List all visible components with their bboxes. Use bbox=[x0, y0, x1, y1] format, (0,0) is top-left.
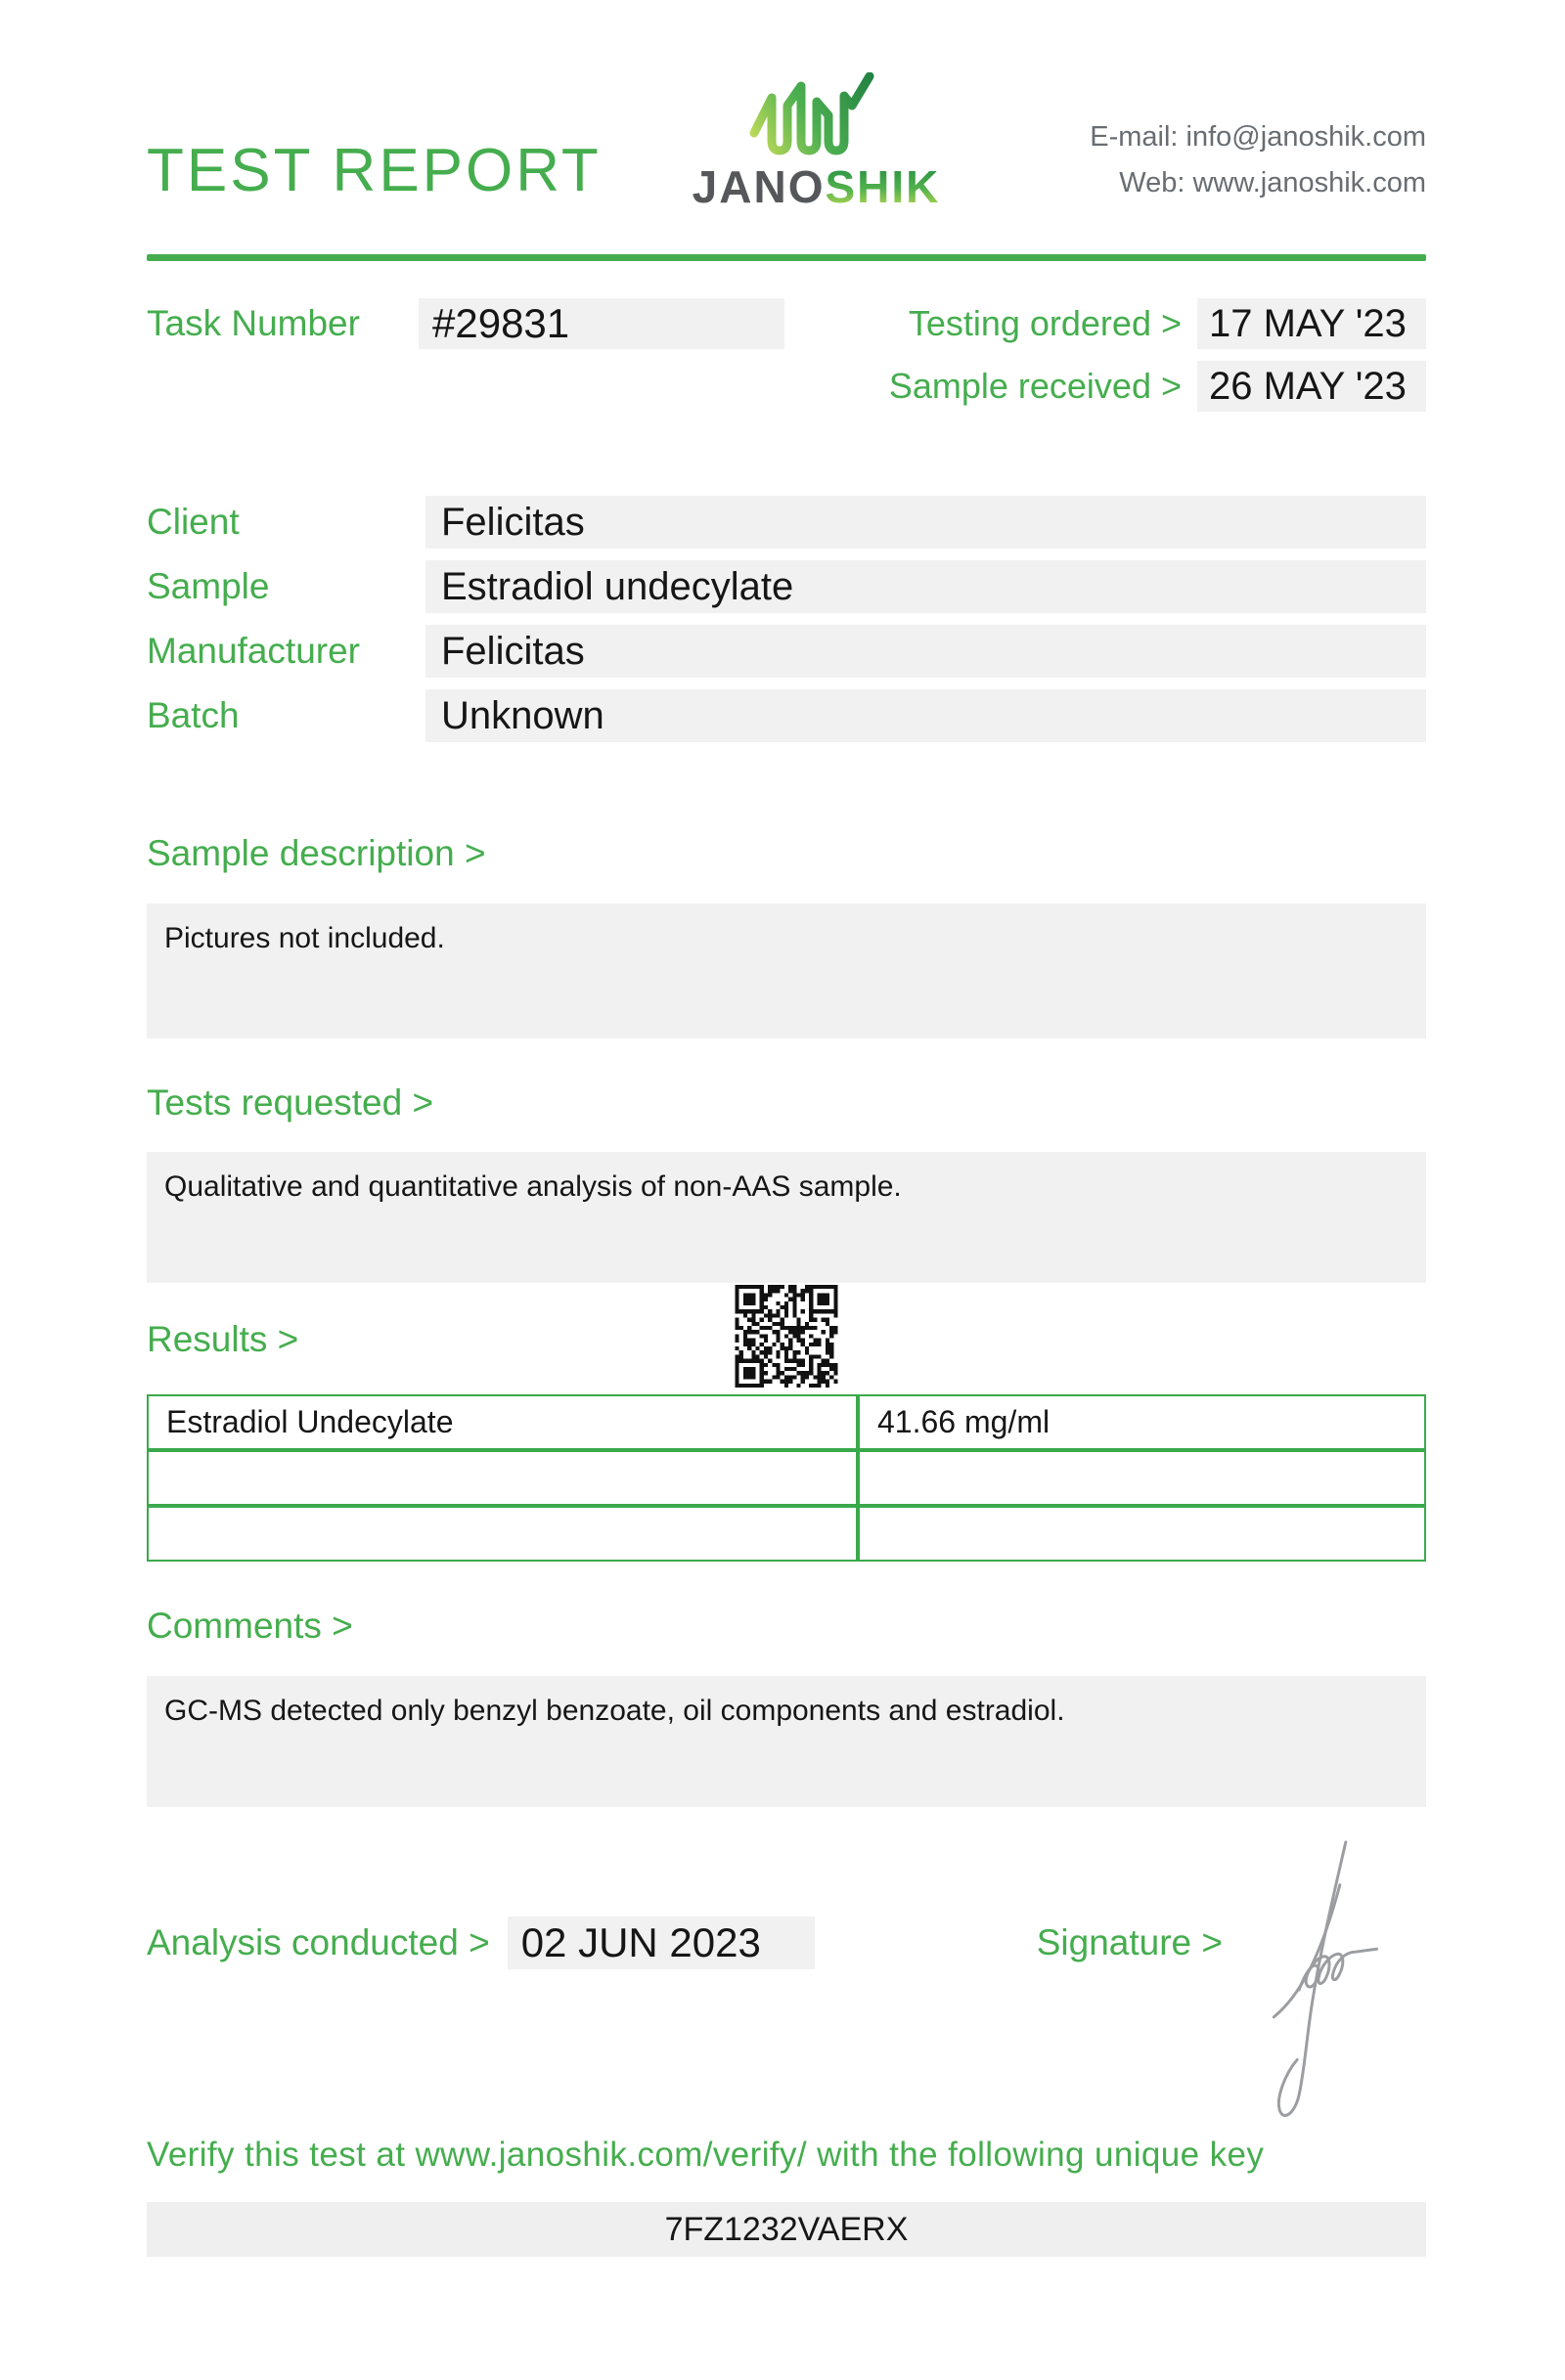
header-divider bbox=[147, 254, 1426, 261]
contact-email: E-mail: info@janoshik.com bbox=[1090, 121, 1426, 154]
task-number-value: #29831 bbox=[419, 298, 784, 349]
result-concentration bbox=[858, 1450, 1426, 1506]
info-row-sample bbox=[147, 560, 1426, 613]
manufacturer-value: Felicitas bbox=[425, 625, 1426, 678]
verify-key: 7FZ1232VAERX bbox=[147, 2202, 1426, 2257]
results-row bbox=[147, 1506, 1426, 1562]
result-concentration: 41.66 mg/ml bbox=[858, 1394, 1426, 1450]
result-substance: Estradiol Undecylate bbox=[147, 1394, 858, 1450]
tests-requested-text: Qualitative and quantitative analysis of non-AAS sample. bbox=[164, 1170, 902, 1204]
client-label: Client bbox=[147, 502, 240, 542]
result-concentration bbox=[858, 1506, 1426, 1562]
contact-web: Web: www.janoshik.com bbox=[1119, 166, 1426, 198]
sample-description-box bbox=[147, 904, 1426, 1038]
signature-scribble bbox=[1252, 1834, 1387, 2126]
janoshik-logo bbox=[692, 72, 941, 212]
analysis-date-value: 02 JUN 2023 bbox=[508, 1917, 815, 1969]
sample-received-row bbox=[889, 361, 1426, 412]
info-section bbox=[147, 496, 1426, 742]
qr-code bbox=[736, 1285, 838, 1388]
sample-received-value: 26 MAY '23 bbox=[1197, 361, 1426, 412]
client-value: Felicitas bbox=[425, 496, 1426, 549]
task-number-group bbox=[147, 298, 784, 412]
logo-wordmark bbox=[692, 161, 941, 212]
info-row-manufacturer bbox=[147, 625, 1426, 678]
logo-text-shik: SHIK bbox=[825, 161, 941, 212]
manufacturer-label: Manufacturer bbox=[147, 631, 360, 671]
report-header bbox=[147, 72, 1426, 212]
results-table bbox=[147, 1394, 1426, 1562]
sample-value: Estradiol undecylate bbox=[425, 560, 1426, 613]
results-heading: Results > bbox=[147, 1319, 299, 1360]
result-substance bbox=[147, 1506, 858, 1562]
analysis-row bbox=[147, 1917, 1426, 1969]
verify-instruction: Verify this test at www.janoshik.com/verify/ with the following unique key bbox=[147, 2136, 1265, 2175]
batch-value: Unknown bbox=[425, 689, 1426, 742]
analysis-conducted-label: Analysis conducted > bbox=[147, 1922, 490, 1963]
page-title: TEST REPORT bbox=[147, 137, 602, 204]
sample-label: Sample bbox=[147, 566, 270, 606]
contact-info bbox=[1090, 114, 1426, 209]
comments-box bbox=[147, 1676, 1426, 1807]
tests-requested-box bbox=[147, 1152, 1426, 1283]
testing-ordered-label: Testing ordered > bbox=[908, 303, 1182, 343]
batch-label: Batch bbox=[147, 695, 240, 735]
dates-group bbox=[889, 298, 1426, 412]
sample-received-label: Sample received > bbox=[888, 366, 1182, 406]
results-row bbox=[147, 1394, 1426, 1450]
task-number-label: Task Number bbox=[147, 303, 360, 343]
logo-text-jano: JANO bbox=[692, 161, 826, 212]
task-section bbox=[147, 298, 1426, 412]
results-row bbox=[147, 1450, 1426, 1506]
rising-chart-icon bbox=[743, 72, 890, 156]
comments-text: GC-MS detected only benzyl benzoate, oil components and estradiol. bbox=[164, 1695, 1065, 1728]
testing-ordered-value: 17 MAY '23 bbox=[1197, 298, 1426, 349]
results-band bbox=[147, 1285, 1426, 1390]
testing-ordered-row bbox=[889, 298, 1426, 349]
result-substance bbox=[147, 1450, 858, 1506]
signature-label: Signature > bbox=[1036, 1922, 1223, 1963]
info-row-client bbox=[147, 496, 1426, 549]
info-row-batch bbox=[147, 689, 1426, 742]
sample-description-heading: Sample description > bbox=[147, 833, 486, 873]
report-page bbox=[0, 72, 1565, 2257]
tests-requested-heading: Tests requested > bbox=[147, 1081, 434, 1123]
sample-description-text: Pictures not included. bbox=[164, 921, 445, 954]
comments-heading: Comments > bbox=[147, 1606, 353, 1647]
